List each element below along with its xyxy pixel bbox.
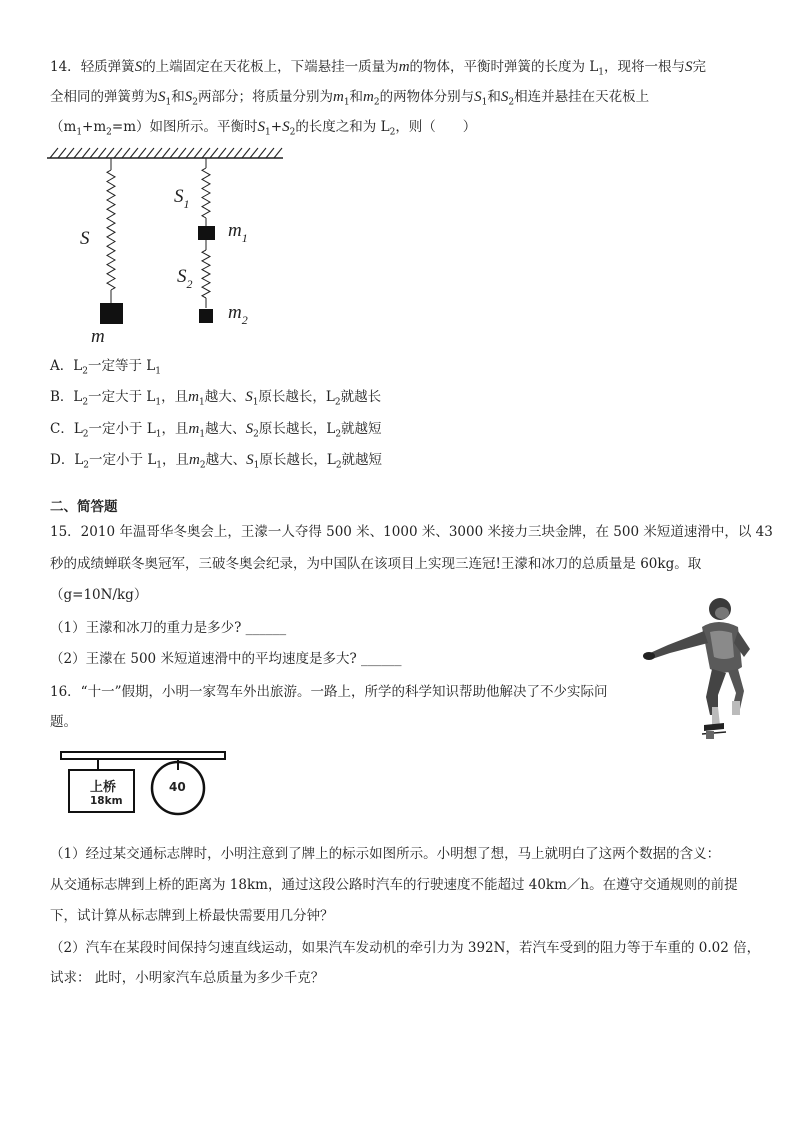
mass-m1 [198,226,215,240]
q14-line1: 14．轻质弹簧S的上端固定在天花板上，下端悬挂一质量为m的物体，平衡时弹簧的长度为 $L_1$，现将一根与S完 [50,59,707,78]
section-title: 二、简答题 [50,499,118,515]
q16-line2: 题。 [50,714,77,730]
q16-p2-line2: 试求： 此时，小明家汽车总质量为多少千克？ [50,970,325,986]
traffic-sign [58,750,228,822]
sign-label: 上桥 [90,780,117,795]
q15-line3: （g=10N/kg） [50,587,148,603]
label-m: m [91,326,105,347]
label-m2: $m_2$ [228,302,248,327]
q16-p1-line3: 下，试计算从标志牌到上桥最快需要用几分钟？ [50,908,334,924]
q14-line2: 全相同的弹簧剪为$S_1$和$S_2$两部分；将质量分别为$m_1$和$m_2$的两物体分别与$S_1$和$S_2$相连并悬挂在天花板上 [50,89,650,108]
label-S: S [80,228,90,249]
q16-p2-line1: （2）汽车在某段时间保持匀速直线运动，如果汽车发动机的牵引力为 392N，若汽车受到的阻力等于车重的 0.02 倍， [50,940,761,956]
q16-p1-line2: 从交通标志牌到上桥的距离为 18km，通过这段公路时汽车的行驶速度不能超过 40km／h。在遵守交通规则的前提 [50,877,738,893]
spring-diagram-svg [0,0,794,360]
q15-sub1: （1）王濛和冰刀的重力是多少? ______ [50,620,287,636]
label-S1: $S_1$ [174,186,190,211]
mass-m [100,303,123,324]
q14-line3: $(m_1+m_2=m)$如图所示。平衡时$S_1+S_2$的长度之和为 $L_2$，则（ ） [50,119,477,138]
mass-m2 [199,309,213,323]
q15-line2: 秒的成绩蝉联冬奥冠军，三破冬奥会纪录，为中国队在该项目上实现三连冠!王濛和冰刀的总质量是 60kg。取 [50,556,702,572]
label-S2: $S_2$ [177,266,193,291]
q15-line1: 15．2010 年温哥华冬奥会上，王濛一人夺得 500 米、1000 米、3000 米接力三块金牌，在 500 米短道速滑中，以 43 [50,524,773,540]
q15-sub2: （2）王濛在 500 米短道速滑中的平均速度是多大? ______ [50,651,402,667]
sign-speed: 40 [169,780,186,794]
skater-image [640,597,756,742]
q16-p1-line1: （1）经过某交通标志牌时，小明注意到了牌上的标示如图所示。小明想了想，马上就明白了这两个数据的含义： [50,846,721,862]
label-m1: $m_1$ [228,220,248,245]
option-a: A．$L_2$一定等于 $L_1$ [50,358,161,377]
option-b: B．$L_2$一定大于 $L_1$，且$m_1$越大、$S_1$原长越长，$L_2$就越长 [50,389,382,408]
option-c: C．$L_2$一定小于 $L_1$，且$m_1$越大、$S_2$原长越长，$L_2$就越短 [50,421,382,440]
q16-line1: 16．“十一”假期，小明一家驾车外出旅游。一路上，所学的科学知识帮助他解决了不少实际问 [50,684,608,700]
spring-diagram [0,0,794,360]
sign-distance: 18km [90,795,123,807]
option-d: D．$L_2$一定小于 $L_1$，且$m_2$越大、$S_1$原长越长，$L_2$就越短 [50,452,383,471]
